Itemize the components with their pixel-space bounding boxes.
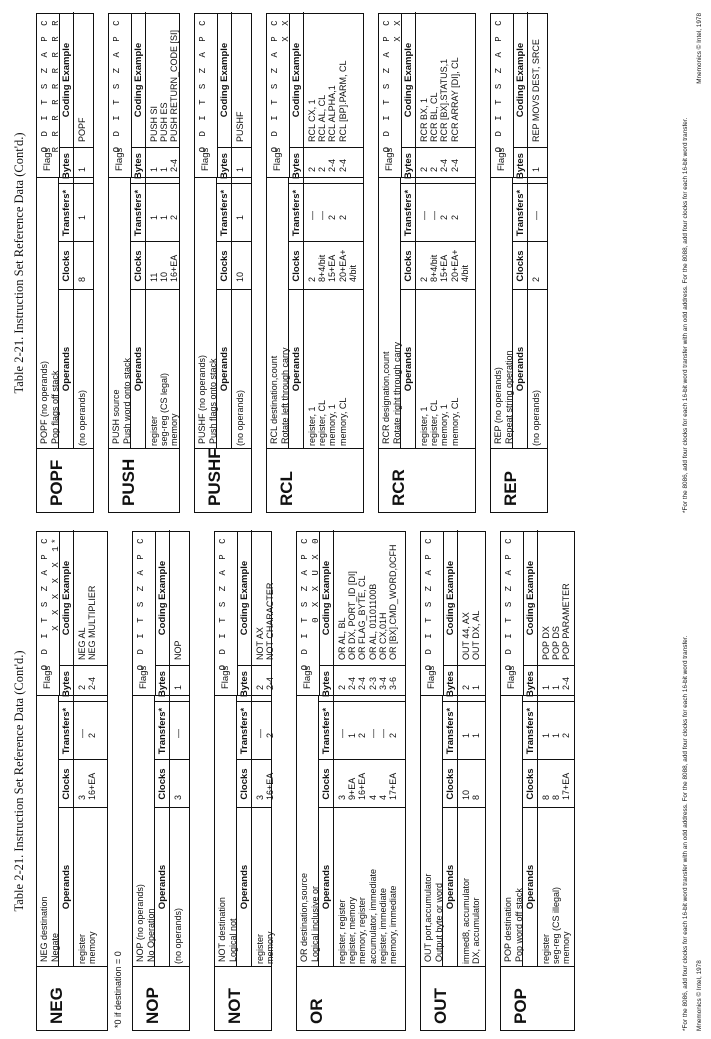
- coding-cell: RCR BX, 1 RCR BL, CL RCR [BX].STATUS,1 RCR ARRAY [DI], CL: [419, 57, 460, 142]
- coding-cell: REP MOVS DEST, SRCE: [531, 39, 541, 142]
- instruction-block: [36, 531, 123, 1031]
- bytes-header: Bytes: [131, 148, 146, 184]
- instruction-block: [378, 13, 476, 513]
- mnemonic: POPF: [37, 448, 93, 512]
- transfers-header: Transfers*: [523, 702, 538, 760]
- bytes-cell: 1: [531, 166, 541, 172]
- coding-cell: NEG AL NEG MULTIPLIER: [77, 585, 98, 660]
- transfers-cell: —: [531, 211, 541, 220]
- transfers-cell: 1 1: [461, 732, 482, 738]
- transfers-header: Transfers*: [59, 702, 74, 760]
- instruction-block: [420, 531, 486, 1031]
- column-divider: [443, 759, 485, 760]
- column-divider: [237, 759, 271, 760]
- flags-label: Flags: [302, 665, 313, 689]
- instruction-block: [194, 13, 252, 513]
- column-divider: [319, 807, 405, 808]
- operands-cell: register, register register, memory memory, register accumulator, immediate register, immediate memory, immediate: [337, 868, 399, 964]
- coding-cell: NOT AX NOT CHARACTER: [255, 582, 276, 660]
- bytes-header: Bytes: [289, 148, 304, 184]
- bytes-header: Bytes: [237, 666, 252, 702]
- bytes-header: Bytes: [401, 148, 416, 184]
- column-divider: [155, 807, 189, 808]
- column-divider: [59, 241, 93, 242]
- coding-header: Coding Example: [401, 12, 416, 148]
- instruction-block: [500, 531, 575, 1031]
- column-divider: [523, 759, 574, 760]
- clocks-cell: 8: [77, 276, 87, 282]
- flags-box: [297, 532, 320, 695]
- operands-header: Operands: [59, 808, 74, 966]
- flags-box: [267, 14, 290, 177]
- column-divider: [523, 701, 574, 702]
- operands-header: Operands: [237, 808, 252, 966]
- right-column: [0, 13, 711, 513]
- instruction-header: [379, 178, 401, 448]
- flags-label: Flags: [114, 147, 125, 171]
- bytes-cell: 2 2 2-4 2-4: [307, 158, 348, 172]
- flags-label: Flags: [138, 665, 149, 689]
- coding-header: Coding Example: [523, 530, 538, 666]
- flag-letters: O D I T S Z A P C: [382, 18, 392, 153]
- column-divider: [401, 183, 475, 184]
- column-divider: [289, 147, 363, 148]
- instruction-block: [108, 13, 180, 513]
- transfers-header: Transfers*: [289, 184, 304, 242]
- coding-cell: POPF: [77, 117, 87, 142]
- coding-cell: OUT 44, AX OUT DX, AL: [461, 610, 482, 660]
- column-divider: [319, 701, 405, 702]
- operands-header: Operands: [443, 808, 458, 966]
- mnemonic: PUSH: [109, 448, 179, 512]
- transfers-header: Transfers*: [237, 702, 252, 760]
- instruction-block: [296, 531, 406, 1031]
- instruction-note: *0 if destination = 0: [113, 951, 123, 1028]
- mnemonic: PUSHF: [195, 448, 251, 512]
- bytes-cell: 2 2 2-4 2-4: [419, 158, 460, 172]
- table-title: Table 2-21. Instruction Set Reference Data (Cont'd.): [12, 132, 26, 394]
- instruction-block: [266, 13, 364, 513]
- flags-box: [421, 532, 444, 695]
- transfers-cell: — — 2 2: [419, 211, 460, 220]
- operands-header: Operands: [319, 808, 334, 966]
- flags-box: [109, 14, 132, 177]
- bytes-header: Bytes: [523, 666, 538, 702]
- column-divider: [443, 807, 485, 808]
- instruction-description: Pop word off stack: [513, 888, 524, 962]
- transfers-cell: — 2: [255, 729, 276, 738]
- transfers-cell: — 2: [77, 729, 98, 738]
- operands-header: Operands: [401, 290, 416, 448]
- instruction-header: [37, 178, 59, 448]
- flag-letters: O D I T S Z A P C: [40, 536, 50, 671]
- operands-cell: register, 1 register, CL memory, 1 memory, CL: [419, 397, 460, 446]
- instruction-description: Pop flags off stack: [49, 370, 60, 444]
- clocks-cell: 2 8+4/bit 15+EA 20+EA+ 4/bit: [307, 249, 358, 282]
- flags-box: [501, 532, 524, 695]
- instruction-syntax: OR destination,source: [299, 872, 309, 962]
- mnemonic: OR: [297, 966, 405, 1030]
- flag-letters: O D I T S Z A P C: [494, 18, 504, 153]
- instruction-syntax: POP destination: [503, 897, 513, 962]
- left-column: [0, 531, 711, 1031]
- flag-letters: O D I T S Z A P C: [112, 18, 122, 153]
- coding-header: Coding Example: [59, 12, 74, 148]
- mnemonic: NOT: [215, 966, 271, 1030]
- column-divider: [217, 289, 251, 290]
- transfers-header: Transfers*: [401, 184, 416, 242]
- column-divider: [59, 183, 93, 184]
- bytes-cell: 1: [77, 166, 87, 172]
- column-divider: [289, 183, 363, 184]
- instruction-header: [501, 696, 523, 966]
- operands-cell: (no operands): [235, 389, 245, 446]
- bytes-cell: 1: [235, 166, 245, 172]
- column-divider: [513, 147, 547, 148]
- instruction-syntax: NOT destination: [217, 897, 227, 962]
- clocks-cell: 2: [531, 276, 541, 282]
- flags-box: [195, 14, 218, 177]
- transfers-header: Transfers*: [131, 184, 146, 242]
- operands-header: Operands: [217, 290, 232, 448]
- coding-header: Coding Example: [319, 530, 334, 666]
- instruction-description: Push word onto stack: [121, 357, 132, 444]
- instruction-block: [214, 531, 276, 1031]
- column-divider: [237, 701, 271, 702]
- flag-letters: O D I T S Z A P C: [424, 536, 434, 671]
- column-divider: [131, 183, 179, 184]
- flags-label: Flags: [426, 665, 437, 689]
- clocks-header: Clocks: [237, 760, 252, 808]
- flag-letters: O D I T S Z A P C: [270, 18, 280, 153]
- header-rule: [251, 532, 252, 966]
- column-divider: [401, 241, 475, 242]
- clocks-header: Clocks: [443, 760, 458, 808]
- table-title: Table 2-21. Instruction Set Reference Data (Cont'd.): [12, 650, 26, 912]
- instruction-syntax: POPF (no operands): [39, 360, 49, 444]
- clocks-header: Clocks: [59, 760, 74, 808]
- mnemonic: RCL: [267, 448, 363, 512]
- instruction-description: Rotate right through carry: [391, 341, 402, 444]
- clocks-cell: 8 8 17+EA: [541, 772, 572, 800]
- coding-header: Coding Example: [237, 530, 252, 666]
- flag-letters: O D I T S Z A P C: [504, 536, 514, 671]
- transfers-header: Transfers*: [217, 184, 232, 242]
- flag-letters: O D I T S Z A P C: [136, 536, 146, 671]
- transfers-cell: — 1 2 — — 2: [337, 729, 399, 738]
- operands-cell: register memory: [255, 931, 276, 964]
- instruction-syntax: PUSHF (no operands): [197, 354, 207, 444]
- coding-header: Coding Example: [443, 530, 458, 666]
- instruction-description: Repeat string operation: [503, 350, 514, 444]
- instruction-header: [297, 696, 319, 966]
- bytes-header: Bytes: [217, 148, 232, 184]
- column-divider: [217, 147, 251, 148]
- column-divider: [155, 701, 189, 702]
- flags-box: [37, 14, 60, 177]
- instruction-syntax: OUT port,accumulator: [423, 873, 433, 962]
- instruction-syntax: NEG destination: [39, 896, 49, 962]
- bytes-header: Bytes: [59, 666, 74, 702]
- operands-header: Operands: [155, 808, 170, 966]
- transfers-cell: 1: [77, 214, 87, 220]
- bytes-cell: 2 2-4: [77, 676, 98, 690]
- bytes-cell: 1: [173, 684, 183, 690]
- column-divider: [217, 183, 251, 184]
- coding-cell: RCL CX, 1 RCL AL, CL RCL ALPHA,1 RCL [BP].PARM, CL: [307, 60, 348, 142]
- transfers-header: Transfers*: [59, 184, 74, 242]
- column-divider: [59, 701, 107, 702]
- column-divider: [131, 241, 179, 242]
- coding-cell: POP DX POP DS POP PARAMETER: [541, 583, 572, 660]
- flag-values: R R R R R R R R R: [51, 18, 61, 153]
- instruction-header: [267, 178, 289, 448]
- mnemonic: POP: [501, 966, 574, 1030]
- transfers-header: Transfers*: [513, 184, 528, 242]
- instruction-description: Push flags onto stack: [207, 358, 218, 444]
- instruction-block: [36, 13, 94, 513]
- bytes-cell: 2 2-4 2-4 2-3 3-4 3-6: [337, 676, 399, 690]
- operands-cell: (no operands): [531, 389, 541, 446]
- operands-cell: (no operands): [77, 389, 87, 446]
- instruction-syntax: PUSH source: [111, 389, 121, 444]
- transfers-cell: 1 1 2: [149, 214, 180, 220]
- coding-header: Coding Example: [59, 530, 74, 666]
- operands-header: Operands: [131, 290, 146, 448]
- transfers-cell: —: [173, 729, 183, 738]
- flags-label: Flags: [272, 147, 283, 171]
- operands-header: Operands: [523, 808, 538, 966]
- bytes-header: Bytes: [513, 148, 528, 184]
- footnote: *For the 8086, add four clocks for each 16-bit word transfer with an odd address. For the 8088, add four clocks for each 16-bit word transfer.: [682, 117, 689, 513]
- operands-header: Operands: [513, 290, 528, 448]
- header-rule: [333, 532, 334, 966]
- clocks-cell: 3 16+EA: [77, 772, 98, 800]
- header-rule: [73, 532, 74, 966]
- flag-letters: O D I T S Z A P C: [40, 18, 50, 153]
- clocks-header: Clocks: [523, 760, 538, 808]
- coding-cell: PUSH SI PUSH ES PUSH RETURN_CODE [SI]: [149, 29, 180, 142]
- column-divider: [443, 665, 485, 666]
- column-divider: [59, 147, 93, 148]
- column-divider: [59, 665, 107, 666]
- copyright-note: Mnemonics © Intel, 1978: [696, 13, 703, 84]
- flags-box: [133, 532, 156, 695]
- column-divider: [401, 147, 475, 148]
- header-rule: [303, 14, 304, 448]
- coding-cell: NOP: [173, 640, 183, 660]
- instruction-block: [132, 531, 190, 1031]
- column-divider: [513, 183, 547, 184]
- column-divider: [237, 665, 271, 666]
- operands-cell: register seg-reg (CS illegal) memory: [541, 886, 572, 964]
- mnemonic: NOP: [133, 966, 189, 1030]
- header-rule: [145, 14, 146, 448]
- bytes-cell: 2 1: [461, 684, 482, 690]
- bytes-header: Bytes: [443, 666, 458, 702]
- instruction-header: [421, 696, 443, 966]
- coding-cell: OR AL, BL OR DX, PORT_ID [DI] OR FLAG_BYTE, CL OR AL, 01101100B OR CX,01H OR [BX].CMD_WORD,0CFH: [337, 544, 399, 660]
- transfers-cell: 1: [235, 214, 245, 220]
- bytes-header: Bytes: [319, 666, 334, 702]
- instruction-syntax: RCR designation,count: [381, 351, 391, 444]
- flags-box: [37, 532, 60, 695]
- header-rule: [415, 14, 416, 448]
- instruction-header: [133, 696, 155, 966]
- clocks-header: Clocks: [155, 760, 170, 808]
- mnemonic: RCR: [379, 448, 475, 512]
- flag-letters: O D I T S Z A P C: [218, 536, 228, 671]
- instruction-header: [215, 696, 237, 966]
- header-rule: [527, 14, 528, 448]
- instruction-description: Rotate left through carry: [279, 347, 290, 444]
- flags-label: Flags: [220, 665, 231, 689]
- instruction-description: No Operation: [145, 908, 156, 962]
- bytes-header: Bytes: [59, 148, 74, 184]
- column-divider: [289, 241, 363, 242]
- flag-values: X X: [281, 18, 291, 42]
- flags-label: Flags: [200, 147, 211, 171]
- clocks-header: Clocks: [513, 242, 528, 290]
- flag-letters: O D I T S Z A P C: [300, 536, 310, 671]
- flags-label: Flags: [42, 147, 53, 171]
- flags-box: [215, 532, 238, 695]
- bytes-cell: 1 1 2-4: [149, 158, 180, 172]
- operands-cell: register, 1 register, CL memory, 1 memory, CL: [307, 397, 348, 446]
- transfers-header: Transfers*: [319, 702, 334, 760]
- instruction-description: Negate: [49, 932, 60, 962]
- column-divider: [523, 807, 574, 808]
- operands-cell: register memory: [77, 931, 98, 964]
- mnemonic: NEG: [37, 966, 107, 1030]
- clocks-header: Clocks: [217, 242, 232, 290]
- column-divider: [155, 665, 189, 666]
- operands-cell: immed8, accumulator DX, accumulator: [461, 877, 482, 964]
- header-rule: [73, 14, 74, 448]
- instruction-description: Logical inclusive or: [309, 885, 320, 962]
- copyright-note: Mnemonics © Intel, 1978: [696, 960, 703, 1031]
- clocks-header: Clocks: [289, 242, 304, 290]
- flags-label: Flags: [384, 147, 395, 171]
- clocks-cell: 2 8+4/bit 15+EA 20+EA+ 4/bit: [419, 249, 470, 282]
- instruction-header: [37, 696, 59, 966]
- flag-values: 0 X X U X 0: [311, 536, 321, 623]
- column-divider: [523, 665, 574, 666]
- flag-values: X X: [393, 18, 403, 42]
- clocks-header: Clocks: [59, 242, 74, 290]
- operands-header: Operands: [289, 290, 304, 448]
- instruction-header: [491, 178, 513, 448]
- flag-letters: O D I T S Z A P C: [198, 18, 208, 153]
- instruction-syntax: RCL destination,count: [269, 355, 279, 444]
- instruction-syntax: NOP (no operands): [135, 884, 145, 962]
- bytes-cell: 2 2-4: [255, 676, 276, 690]
- flags-label: Flags: [42, 665, 53, 689]
- column-divider: [131, 289, 179, 290]
- clocks-header: Clocks: [319, 760, 334, 808]
- clocks-cell: 3: [173, 794, 183, 800]
- clocks-cell: 11 10 16+EA: [149, 254, 180, 282]
- transfers-header: Transfers*: [155, 702, 170, 760]
- column-divider: [401, 289, 475, 290]
- operands-cell: register seg-reg (CS legal) memory: [149, 372, 180, 446]
- flags-box: [491, 14, 514, 177]
- instruction-description: Logical not: [227, 918, 238, 962]
- mnemonic: OUT: [421, 966, 485, 1030]
- instruction-header: [195, 178, 217, 448]
- clocks-header: Clocks: [131, 242, 146, 290]
- column-divider: [443, 701, 485, 702]
- column-divider: [217, 241, 251, 242]
- clocks-cell: 10: [235, 271, 245, 282]
- header-rule: [457, 532, 458, 966]
- operands-cell: (no operands): [173, 907, 183, 964]
- column-divider: [319, 665, 405, 666]
- bytes-header: Bytes: [155, 666, 170, 702]
- header-rule: [231, 14, 232, 448]
- coding-header: Coding Example: [155, 530, 170, 666]
- footnote: *For the 8086, add four clocks for each 16-bit word transfer with an odd address. For the 8088, add four clocks for each 16-bit word transfer.: [682, 635, 689, 1031]
- column-divider: [237, 807, 271, 808]
- coding-cell: PUSHF: [235, 111, 245, 142]
- column-divider: [513, 241, 547, 242]
- coding-header: Coding Example: [513, 12, 528, 148]
- operands-header: Operands: [59, 290, 74, 448]
- coding-header: Coding Example: [289, 12, 304, 148]
- column-divider: [59, 807, 107, 808]
- column-divider: [513, 289, 547, 290]
- flags-box: [379, 14, 402, 177]
- flags-label: Flags: [506, 665, 517, 689]
- mnemonic: REP: [491, 448, 547, 512]
- column-divider: [59, 759, 107, 760]
- clocks-cell: 10 8: [461, 789, 482, 800]
- instruction-block: [490, 13, 548, 513]
- column-divider: [59, 289, 93, 290]
- transfers-cell: 1 1 2: [541, 732, 572, 738]
- clocks-cell: 3 16+EA: [255, 772, 276, 800]
- header-rule: [169, 532, 170, 966]
- flag-values: X X X X X 1*: [51, 536, 61, 631]
- flags-label: Flags: [496, 147, 507, 171]
- bytes-cell: 1 1 2-4: [541, 676, 572, 690]
- clocks-cell: 3 9+EA 16+EA 4 4 17+EA: [337, 772, 399, 800]
- column-divider: [289, 289, 363, 290]
- instruction-header: [109, 178, 131, 448]
- instruction-syntax: REP (no operands): [493, 367, 503, 444]
- coding-header: Coding Example: [131, 12, 146, 148]
- transfers-header: Transfers*: [443, 702, 458, 760]
- instruction-description: Output byte or word: [433, 882, 444, 962]
- column-divider: [131, 147, 179, 148]
- coding-header: Coding Example: [217, 12, 232, 148]
- column-divider: [155, 759, 189, 760]
- clocks-header: Clocks: [401, 242, 416, 290]
- transfers-cell: — — 2 2: [307, 211, 348, 220]
- column-divider: [319, 759, 405, 760]
- header-rule: [537, 532, 538, 966]
